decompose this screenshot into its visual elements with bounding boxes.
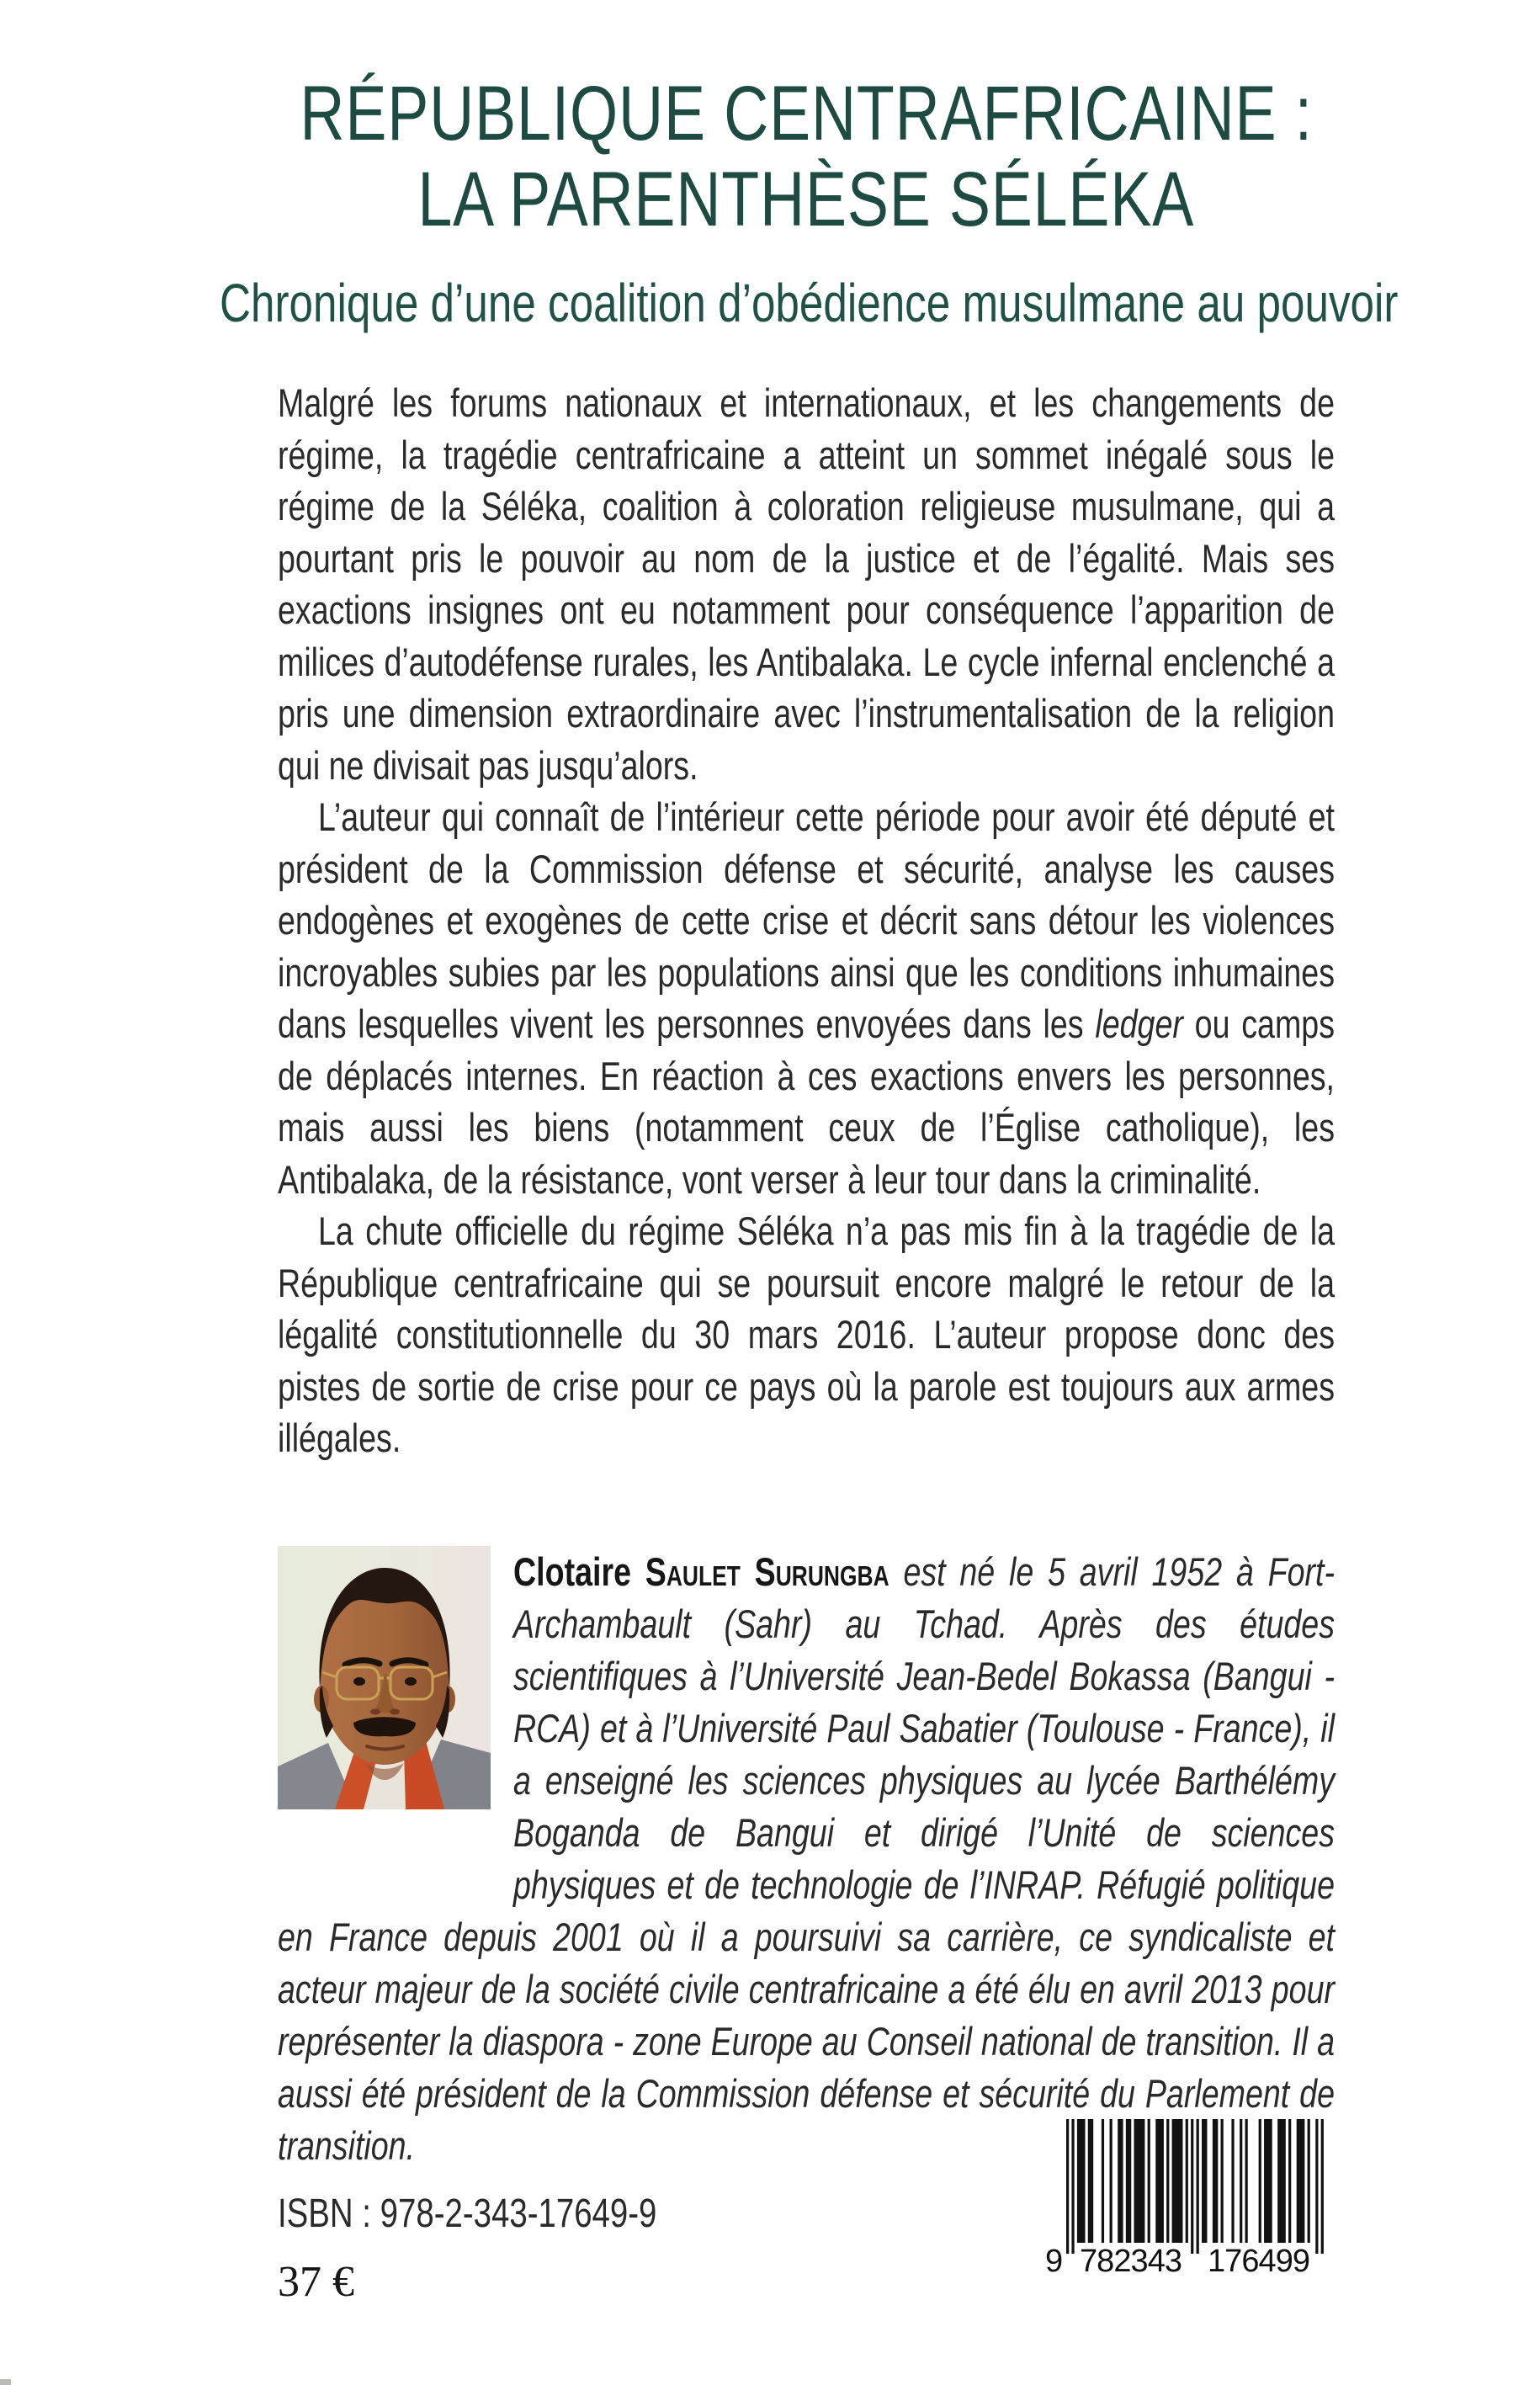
synopsis-paragraph-3 [278,1205,1335,1464]
author-bio-text: est né le 5 avril 1952 à Fort-Archambault (Sahr) au Tchad. Après des études scientifiques à l’Université Jean-Bedel Bokassa (Bangui - RCA) et à l’Université Paul Sabatier (Toulouse - France), il a enseigné les sciences physiques au lycée Barthélémy Boganda de Bangui et dirigé l’Unité de sciences physiques et de technologie de l’INRAP. Réfugié politique en France depuis 2001 où il a poursuivi sa carrière, ce syndicaliste et acteur majeur de la société civile centrafricaine a été élu en avril 2013 pour représenter la diaspora - zone Europe au Conseil national de transition. Il a aussi été président de la Commission défense et sécurité du Parlement de transition. [278,1549,1336,2168]
synopsis-paragraph-1 [278,377,1335,791]
synopsis-p2-before: L’auteur qui connaît de l’intérieur cette période pour avoir été député et président de la Commission défense et sécurité, analyse les causes endogènes et exogènes de cette crise et décrit sans détour les violences incroyables subies par les populations ainsi que les conditions inhumaines dans lesquelles vivent les personnes envoyées dans les [278,794,1335,1046]
author-bio [278,1546,1335,2172]
barcode-bars [1066,2119,1324,2254]
barcode-digit-group2: 176499 [1208,2244,1310,2275]
photo-wrap-spacer [278,1546,513,1862]
page-title [72,71,1540,242]
isbn-label [278,2190,751,2239]
scan-artifact [0,2379,11,2385]
barcode [1043,2119,1330,2275]
barcode-digit-group1: 782343 [1080,2244,1182,2275]
subtitle-text: Chronique d’une coalition d’obédience musulmane au pouvoir [220,273,1399,333]
author-last-name: Saulet Surungba [645,1549,889,1594]
synopsis [278,377,1335,1464]
subtitle [72,271,1540,335]
synopsis-p3-text: La chute officielle du régime Séléka n’a pas mis fin à la tragédie de la République centrafricaine qui se poursuit encore malgré le retour de la légalité constitutionnelle du 30 mars 2016. L’auteur propose donc des pistes de sortie de crise pour ce pays où la parole est toujours aux armes illégales. [278,1208,1335,1460]
price-label: 37 € [278,2258,354,2306]
barcode-digits [1045,2244,1310,2275]
synopsis-p1-text: Malgré les forums nationaux et internationaux, et les changements de régime, la tragédie centrafricaine a atteint un sommet inégalé sous le régime de la Séléka, coalition à coloration religieuse musulmane, qui a pourtant pris le pouvoir au nom de la justice et de l’égalité. Mais ses exactions insignes ont eu notamment pour conséquence l’apparition de milices d’autodéfense rurales, les Antibalaka. Le cycle infernal enclenché a pris une dimension extraordinaire avec l’instrumentalisation de la religion qui ne divisait pas jusqu’alors. [278,380,1335,788]
title-line-1: RÉPUBLIQUE CENTRAFRICAINE : [300,71,1313,157]
author-first-name: Clotaire [513,1549,645,1594]
barcode-digit-left: 9 [1045,2244,1064,2275]
synopsis-paragraph-2 [278,791,1335,1205]
isbn-text: ISBN : 978-2-343-17649-9 [278,2191,657,2236]
synopsis-p2-italic-word: ledger [1095,1001,1183,1046]
synopsis-p2-after: ou camps de déplacés internes. En réaction à ces exactions envers les personnes, mais aussi les biens (notamment ceux de l’Église catholique), les Antibalaka, de la résistance, vont verser à leur tour dans la criminalité. [278,1001,1335,1202]
title-line-2: LA PARENTHÈSE SÉLÉKA [417,157,1195,242]
